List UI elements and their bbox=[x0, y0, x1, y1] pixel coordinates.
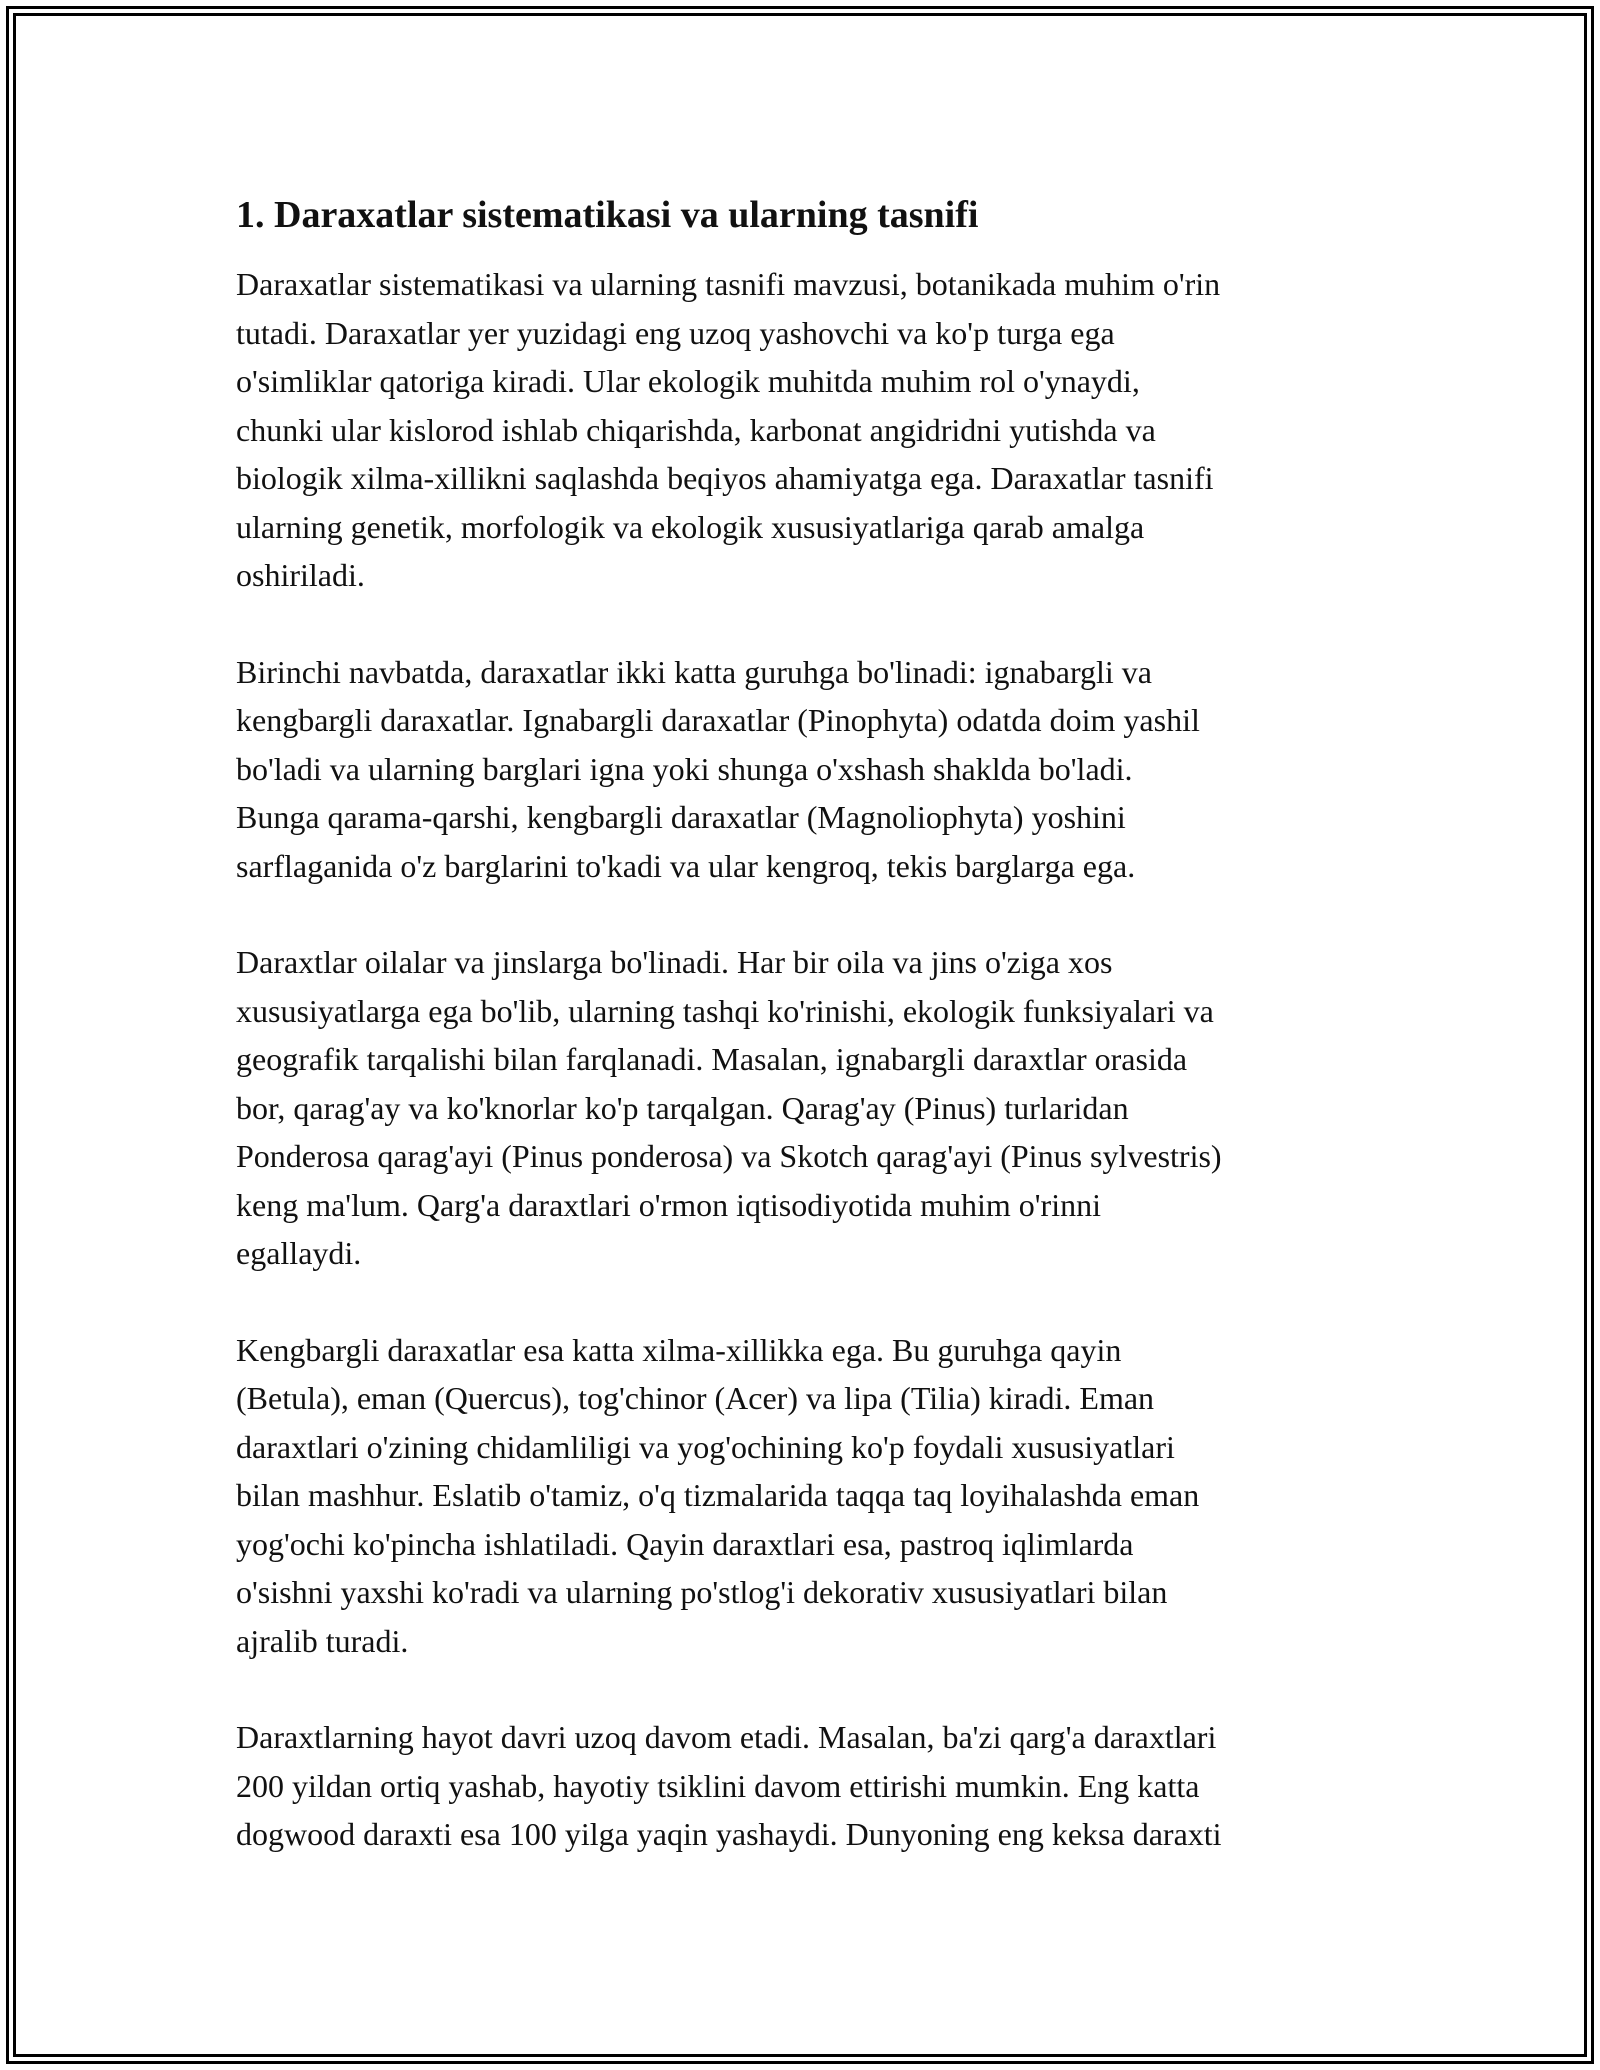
paragraph bbox=[236, 938, 1376, 1278]
paragraph-line: daraxtlari o'zining chidamliligi va yog'ochining ko'p foydali xususiyatlari bbox=[236, 1428, 1175, 1465]
paragraph-line: ajralib turadi. bbox=[236, 1622, 409, 1659]
paragraph-line: bor, qarag'ay va ko'knorlar ko'p tarqalgan. Qarag'ay (Pinus) turlaridan bbox=[236, 1089, 1129, 1126]
paragraph-line: Ponderosa qarag'ayi (Pinus ponderosa) va Skotch qarag'ayi (Pinus sylvestris) bbox=[236, 1138, 1222, 1174]
paragraph bbox=[236, 1326, 1376, 1666]
paragraph-line: biologik xilma-xillikni saqlashda beqiyos ahamiyatga ega. Daraxatlar tasnifi bbox=[236, 460, 1214, 496]
paragraph-line: Kengbargli daraxatlar esa katta xilma-xillikka ega. Bu guruhga qayin bbox=[236, 1331, 1122, 1368]
paragraph-line: xususiyatlarga ega bo'lib, ularning tashqi ko'rinishi, ekologik funksiyalari va bbox=[236, 992, 1214, 1029]
paragraph-line: Daraxtlar oilalar va jinslarga bo'linadi. Har bir oila va jins o'ziga xos bbox=[236, 944, 1113, 980]
paragraph-line: bo'ladi va ularning barglari igna yoki shunga o'xshash shaklda bo'ladi. bbox=[236, 750, 1133, 787]
paragraph-line: Daraxtlarning hayot davri uzoq davom etadi. Masalan, ba'zi qarg'a daraxtlari bbox=[236, 1719, 1217, 1755]
paragraph-line: Bunga qarama-qarshi, kengbargli daraxatlar (Magnoliophyta) yoshini bbox=[236, 799, 1126, 835]
paragraph-line: keng ma'lum. Qarg'a daraxtlari o'rmon iqtisodiyotida muhim o'rinni bbox=[236, 1186, 1101, 1223]
paragraph-line: tutadi. Daraxatlar yer yuzidagi eng uzoq yashovchi va ko'p turga ega bbox=[236, 314, 1115, 351]
paragraph-line: egallaydi. bbox=[236, 1235, 362, 1271]
paragraph-line: ularning genetik, morfologik va ekologik xususiyatlariga qarab amalga bbox=[236, 508, 1145, 545]
paragraph-line: kengbargli daraxatlar. Ignabargli daraxatlar (Pinophyta) odatda doim yashil bbox=[236, 702, 1200, 738]
paragraph-line: oshiriladi. bbox=[236, 557, 365, 593]
document-body bbox=[236, 190, 1376, 1907]
paragraph-line: sarflaganida o'z barglarini to'kadi va ular kengroq, tekis barglarga ega. bbox=[236, 847, 1136, 884]
paragraph-line: geografik tarqalishi bilan farqlanadi. Masalan, ignabargli daraxtlar orasida bbox=[236, 1041, 1188, 1077]
paragraph bbox=[236, 648, 1376, 891]
paragraph-line: Daraxatlar sistematikasi va ularning tasnifi mavzusi, botanikada muhim o'rin bbox=[236, 266, 1221, 302]
paragraph-line: dogwood daraxti esa 100 yilga yaqin yashaydi. Dunyoning eng keksa daraxti bbox=[236, 1816, 1222, 1852]
section-heading: 1. Daraxatlar sistematikasi va ularning tasnifi bbox=[236, 194, 979, 236]
paragraph-line: (Betula), eman (Quercus), tog'chinor (Acer) va lipa (Tilia) kiradi. Eman bbox=[236, 1380, 1155, 1416]
paragraph bbox=[236, 260, 1376, 600]
paragraph-line: o'simliklar qatoriga kiradi. Ular ekologik muhitda muhim rol o'ynaydi, bbox=[236, 363, 1140, 399]
paragraph bbox=[236, 1713, 1376, 1859]
paragraph-line: yog'ochi ko'pincha ishlatiladi. Qayin daraxtlari esa, pastroq iqlimlarda bbox=[236, 1525, 1134, 1562]
paragraph-line: Birinchi navbatda, daraxatlar ikki katta guruhga bo'linadi: ignabargli va bbox=[236, 653, 1152, 690]
paragraph-line: bilan mashhur. Eslatib o'tamiz, o'q tizmalarida taqqa taq loyihalashda eman bbox=[236, 1477, 1200, 1513]
paragraph-line: 200 yildan ortiq yashab, hayotiy tsiklini davom ettirishi mumkin. Eng katta bbox=[236, 1767, 1200, 1804]
paragraph-line: o'sishni yaxshi ko'radi va ularning po'stlog'i dekorativ xususiyatlari bilan bbox=[236, 1574, 1168, 1610]
paragraph-line: chunki ular kislorod ishlab chiqarishda, karbonat angidridni yutishda va bbox=[236, 411, 1156, 448]
paragraph-list bbox=[236, 260, 1376, 1859]
